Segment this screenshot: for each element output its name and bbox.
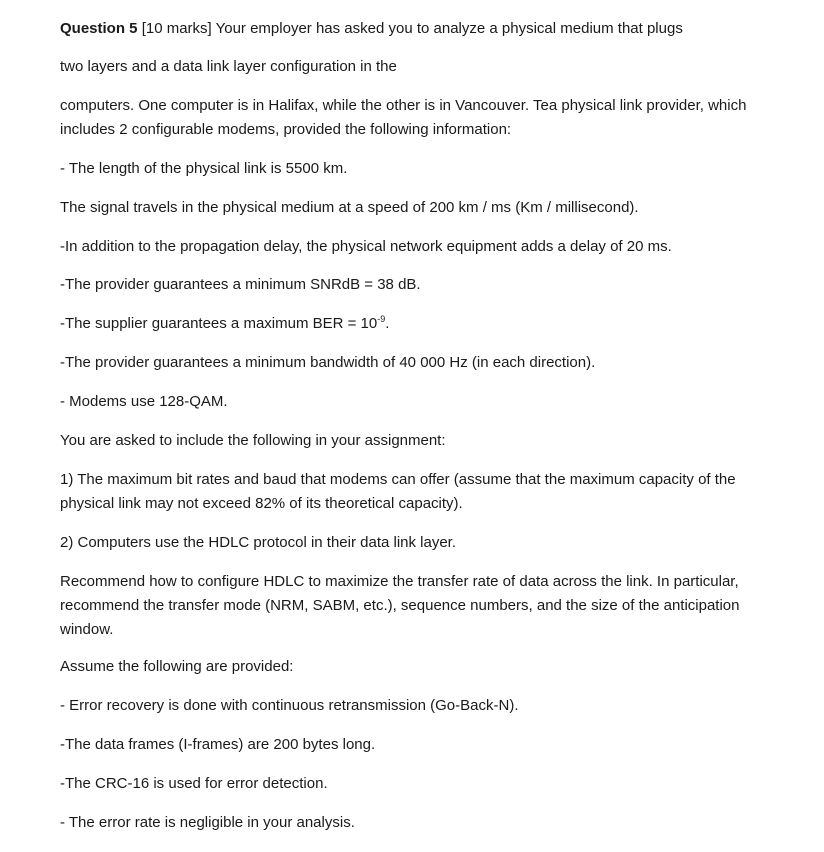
ber-prefix: -The supplier guarantees a maximum BER = 10	[60, 315, 378, 332]
question-header	[60, 17, 790, 41]
assumptions-intro: Assume the following are provided:	[60, 658, 294, 675]
info-snr: -The provider guarantees a minimum SNRdB = 38 dB.	[60, 276, 421, 293]
ber-suffix: .	[385, 315, 390, 332]
assumption-error-rate: - The error rate is negligible in your analysis.	[60, 814, 355, 831]
assumption-frame-size: -The data frames (I-frames) are 200 bytes long.	[60, 736, 376, 753]
assignment-intro: You are asked to include the following in your assignment:	[60, 432, 446, 449]
ber-exponent: -9	[377, 314, 386, 324]
question-label: Question 5	[60, 20, 138, 37]
question-intro-line2: two layers and a data link layer configuration in the	[60, 58, 397, 75]
question-marks: [10 marks]	[141, 20, 212, 37]
assumption-crc: -The CRC-16 is used for error detection.	[60, 775, 328, 792]
info-modem-qam: - Modems use 128-QAM.	[60, 393, 228, 410]
hdlc-recommendation: Recommend how to configure HDLC to maximize the transfer rate of data across the link. In particular, recommend the transfer mode (NRM, SABM, etc.), sequence numbers, and the size of the anticipation window.	[60, 573, 740, 638]
info-bandwidth: -The provider guarantees a minimum bandwidth of 40 000 Hz (in each direction).	[60, 354, 596, 371]
info-equipment-delay: -In addition to the propagation delay, the physical network equipment adds a delay of 20 ms.	[60, 238, 672, 255]
assumption-go-back-n: - Error recovery is done with continuous retransmission (Go-Back-N).	[60, 697, 519, 714]
task-1: 1) The maximum bit rates and baud that modems can offer (assume that the maximum capacity of the physical link may not exceed 82% of its theoretical capacity).	[60, 471, 736, 512]
question-intro-line3: computers. One computer is in Halifax, while the other is in Vancouver. Tea physical link provider, which includes 2 configurable modems, provided the following information:	[60, 97, 747, 138]
question-intro-line1: Your employer has asked you to analyze a physical medium that plugs	[211, 20, 683, 37]
info-ber	[60, 312, 790, 336]
info-link-length: - The length of the physical link is 5500 km.	[60, 160, 348, 177]
task-2: 2) Computers use the HDLC protocol in their data link layer.	[60, 534, 457, 551]
info-signal-speed: The signal travels in the physical medium at a speed of 200 km / ms (Km / millisecond).	[60, 199, 639, 216]
